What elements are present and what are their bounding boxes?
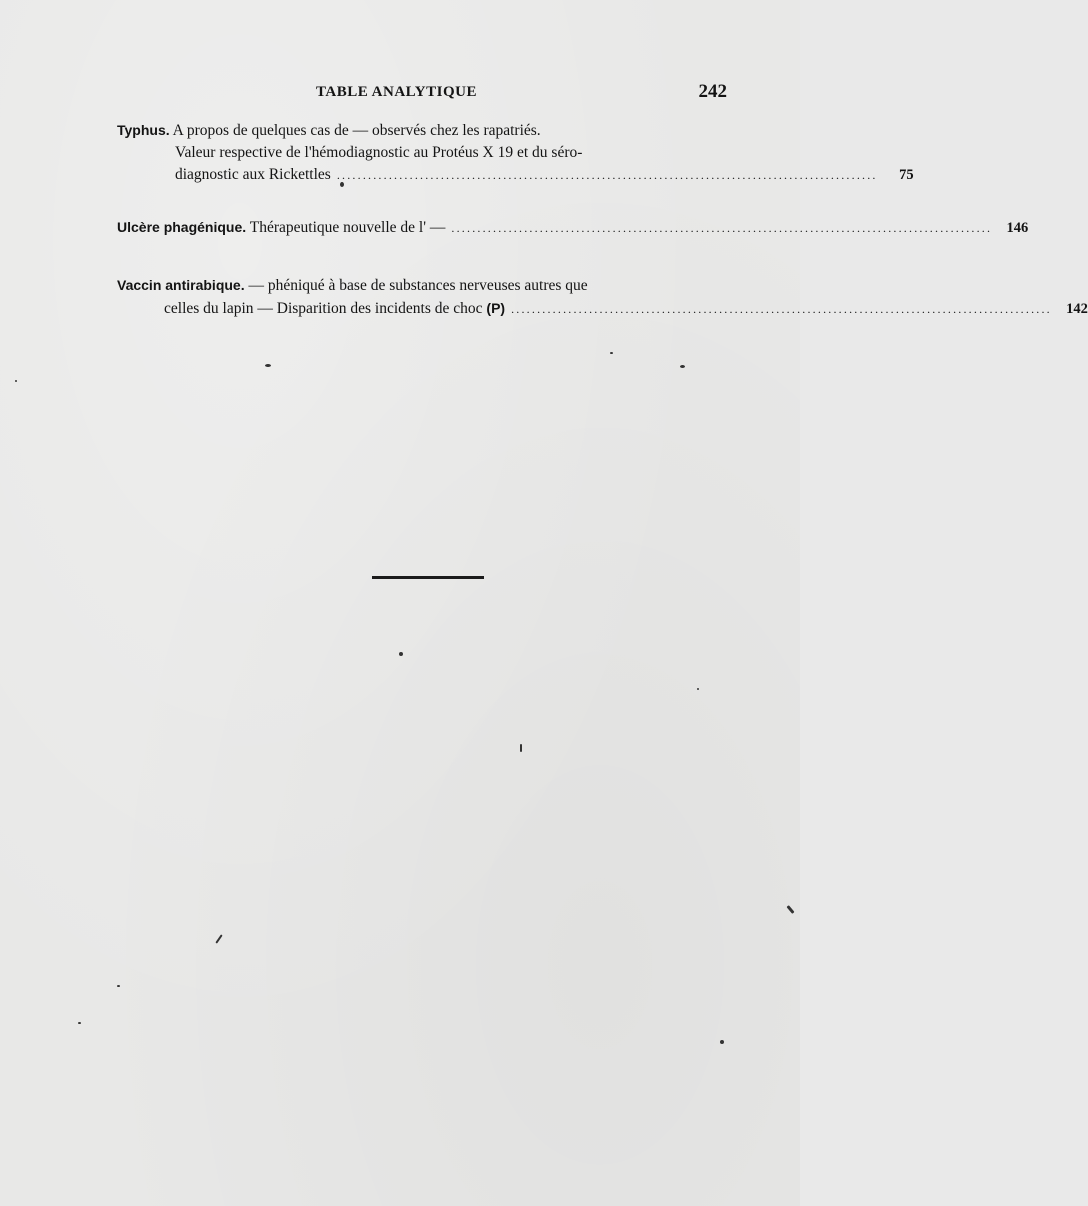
scan-speck [340, 182, 344, 187]
dot-leader: ........................................................................................................ [511, 301, 1052, 316]
dot-leader: ........................................................................................................ [451, 221, 993, 235]
entry-marker: (P) [486, 299, 506, 316]
end-rule [372, 576, 484, 579]
scan-speck [610, 352, 613, 354]
index-entry-typhus [117, 119, 914, 187]
entry-page-number: 75 [899, 167, 914, 183]
entry-text-line: Valeur respective de l'hémodiagnostic au Protéus X 19 et du séro- [175, 143, 583, 161]
scan-speck [697, 688, 699, 690]
entry-page-number: 142 [1066, 300, 1088, 317]
scan-speck [680, 365, 685, 368]
entry-term: Vaccin antirabique. [117, 277, 245, 293]
scan-speck [215, 934, 222, 943]
entry-text: Thérapeutique nouvelle de l' — [249, 219, 446, 236]
scan-speck [15, 380, 17, 382]
scan-speck [265, 364, 271, 367]
index-entry-ulcere [117, 216, 1029, 239]
entry-text: A propos de quelques cas de — observés chez les rapatriés. [172, 122, 541, 139]
dot-leader: ........................................................................................................ [336, 168, 878, 182]
scan-speck [399, 652, 403, 656]
index-entry-vaccin [117, 274, 1088, 319]
scan-speck [720, 1040, 724, 1044]
scan-speck [520, 744, 522, 752]
entry-term: Ulcère phagénique. [117, 219, 247, 235]
scan-speck [786, 905, 794, 914]
scan-speck [78, 1022, 81, 1024]
entry-term: Typhus. [117, 122, 170, 138]
scan-speck [117, 985, 120, 987]
entry-text: celles du lapin — Disparition des incidents de choc [164, 299, 483, 317]
entry-page-number: 146 [1006, 220, 1029, 236]
header-title: TABLE ANALYTIQUE [316, 84, 477, 100]
running-header [0, 81, 800, 108]
entry-text: diagnostic aux Rickettles [175, 166, 331, 183]
header-page-number: 242 [698, 81, 727, 102]
entry-text: — phéniqué à base de substances nerveuses autres que [248, 277, 588, 294]
